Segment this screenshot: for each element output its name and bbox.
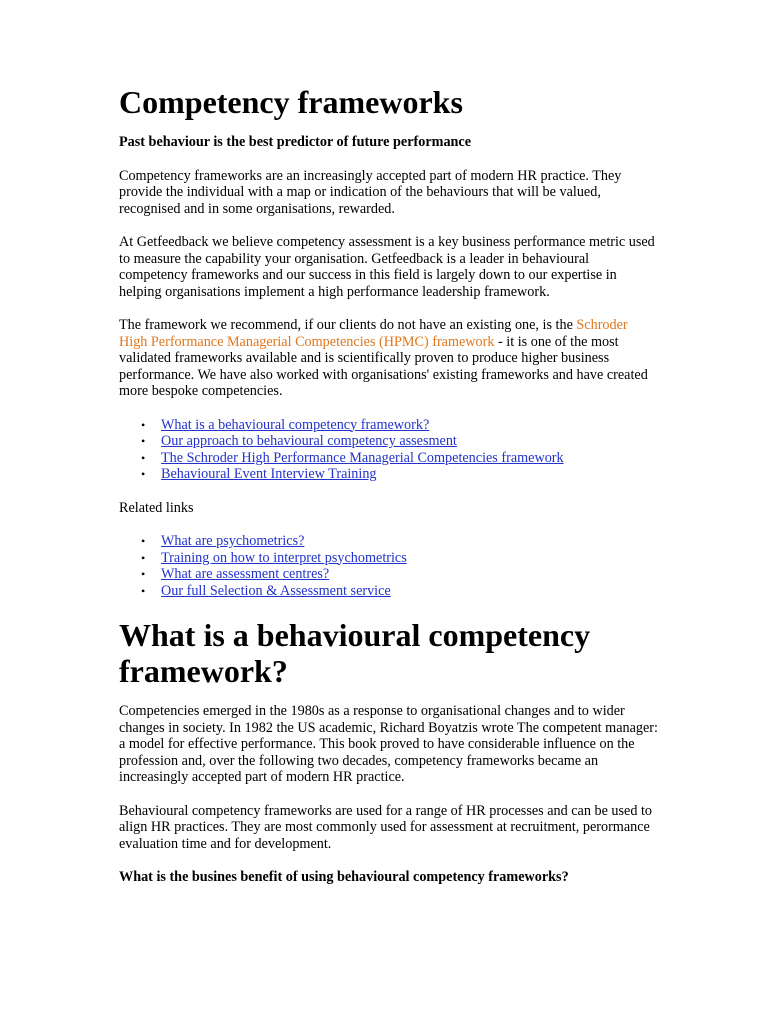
bullet-icon: • [141,534,146,548]
list-item [141,433,659,450]
related-links-label: Related links [119,499,194,516]
bullet-icon: • [141,434,146,448]
link-bei-training[interactable]: Behavioural Event Interview Training [161,466,377,482]
bullet-icon: • [141,467,146,481]
section-heading: What is a behavioural competency framework? [119,617,591,689]
list-item [141,449,659,467]
link-psychometrics-training[interactable]: Training on how to interpret psychometrics [161,549,407,566]
bullet-icon: • [141,450,146,465]
bullet-icon: • [141,567,146,581]
benefit-question: What is the busines benefit of using behavioural competency frameworks? [119,869,569,885]
link-selection-assessment[interactable]: Our full Selection & Assessment service [161,582,391,599]
usage-paragraph: Behavioural competency frameworks are used for a range of HR processes and can be used to align HR practices. They are most commonly used for assessment at recruitment, perormance evaluation time and for development. [119,802,653,852]
framework-paragraph [119,317,659,400]
framework-text-before: The framework we recommend, if our clients do not have an existing one, is the [119,317,577,333]
section-links-list [119,417,659,483]
bullet-icon: • [141,417,146,432]
bullet-icon: • [141,550,146,565]
bullet-icon: • [141,583,146,598]
framework-text-after: - it is one of the most validated frameworks available and is scientifically proven to produce higher business performance. We have also worked with organisations' existing frameworks and have created more bespoke competencies. [119,333,648,399]
list-item [141,549,659,567]
list-item [141,566,659,583]
link-our-approach[interactable]: Our approach to behavioural competency assesment [161,433,457,449]
related-links-list [119,533,659,599]
list-item [141,416,659,434]
link-what-is-framework[interactable]: What is a behavioural competency framework? [161,416,430,433]
link-schroder-framework[interactable]: The Schroder High Performance Managerial Competencies framework [161,449,564,466]
list-item [141,533,659,550]
history-paragraph: Competencies emerged in the 1980s as a response to organisational changes and to wider changes in society. In 1982 the US academic, Richard Boyatzis wrote The competent manager: a model for effective performance. This book proved to have considerable influence on the profession and, over the following two decades, competency frameworks became an increasingly accepted part of modern HR practice. [119,703,658,785]
link-assessment-centres[interactable]: What are assessment centres? [161,566,330,582]
list-item [141,582,659,600]
list-item [141,466,659,483]
page-title: Competency frameworks [119,84,463,120]
link-psychometrics[interactable]: What are psychometrics? [161,533,305,549]
schroder-hpmc-link[interactable]: Schroder High Performance Managerial Competencies (HPMC) framework [119,317,628,350]
page-subtitle: Past behaviour is the best predictor of future performance [119,134,472,150]
getfeedback-paragraph: At Getfeedback we believe competency assessment is a key business performance metric used to measure the capability your organisation. Getfeedback is a leader in behavioural competency frameworks and our success in this field is largely down to our expertise in helping organisations implement a high performance leadership framework. [119,234,655,300]
document-page [119,82,659,903]
intro-paragraph: Competency frameworks are an increasingly accepted part of modern HR practice. They provide the individual with a map or indication of the behaviours that will be valued, recognised and in some organisations, rewarded. [119,167,622,217]
